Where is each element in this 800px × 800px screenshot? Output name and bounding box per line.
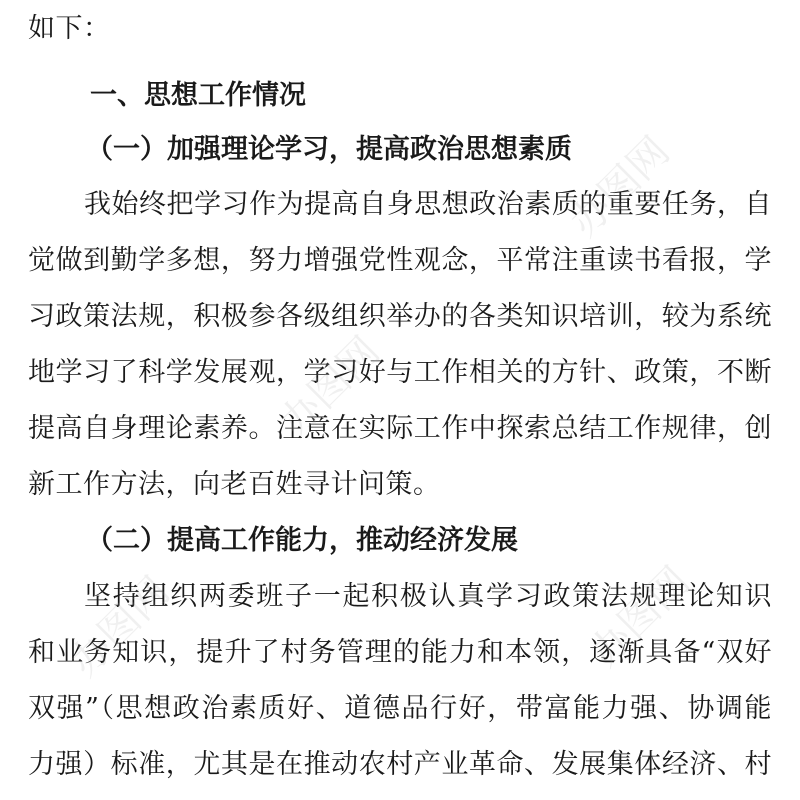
paragraph-line: 地学习了科学发展观，学习好与工作相关的方针、政策，不断 bbox=[28, 357, 772, 388]
subsection-2-heading: （二）提高工作能力，推动经济发展 bbox=[86, 525, 518, 556]
section-1-heading: 一、思想工作情况 bbox=[90, 80, 306, 111]
watermark-text: 办图网 bbox=[271, 328, 389, 446]
intro-tail: 如下： bbox=[28, 13, 111, 44]
paragraph-line: 新工作方法，向老百姓寻计问策。 bbox=[28, 469, 441, 500]
watermark-text: 办图网 bbox=[61, 568, 179, 686]
paragraph-line: 提高自身理论素养。注意在实际工作中探索总结工作规律，创 bbox=[28, 413, 772, 444]
paragraph-line: 坚持组织两委班子一起积极认真学习政策法规理论知识 bbox=[84, 581, 772, 612]
paragraph-line: 习政策法规，积极参各级组织举办的各类知识培训，较为系统 bbox=[28, 301, 772, 332]
paragraph-line: 我始终把学习作为提高自身思想政治素质的重要任务，自 bbox=[84, 189, 772, 220]
paragraph-line: 力强）标准，尤其是在推动农村产业革命、发展集体经济、村 bbox=[28, 749, 772, 780]
paragraph-line: 觉做到勤学多想，努力增强党性观念，平常注重读书看报，学 bbox=[28, 245, 772, 276]
subsection-1-heading: （一）加强理论学习，提高政治思想素质 bbox=[86, 134, 572, 165]
paragraph-line: 和业务知识，提升了村务管理的能力和本领，逐渐具备“双好 bbox=[28, 637, 772, 668]
paragraph-line: 双强”（思想政治素质好、道德品行好，带富能力强、协调能 bbox=[28, 693, 772, 724]
watermark-text: 办图网 bbox=[561, 128, 679, 246]
watermark-text: 办图网 bbox=[581, 558, 699, 676]
